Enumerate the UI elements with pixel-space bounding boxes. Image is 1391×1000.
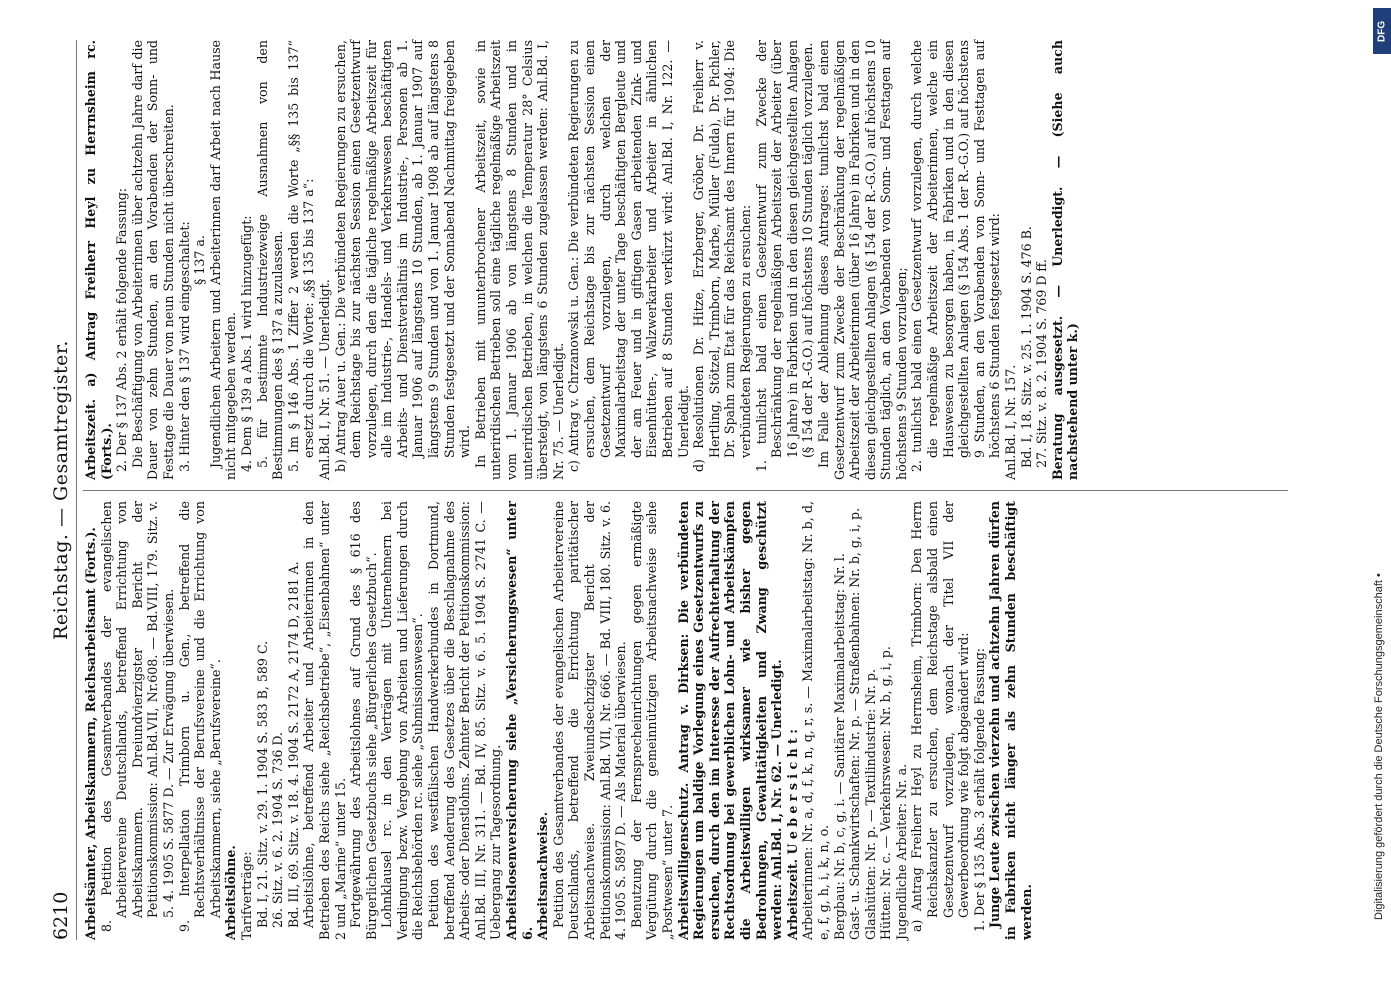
paragraph: In Betrieben mit ununterbrochener Arbeitszeit, sowie in unterirdischen Betrieben soll eine tägliche regelmäßige Arbeitszeit vom 1. Januar 1906 ab von längstens 8 Stunden und in unterirdischen Betrieben, in welchen die Temperatur 28° Celsius übersteigt, von längstens 6 Stunden zugelassen werden: Anl.Bd. I, Nr. 75. — Unerledigt. xyxy=(472,40,566,480)
paragraph: Petition des westfälischen Handwerkerbundes in Dortmund, betreffend Aenderung des Gesetzes über die Beschlagnahme des Arbeits- oder Dienstlohns. Zehnter Bericht der Petitionskommission: Anl.Bd. III, Nr. 311. — Bd. IV, 85. Sitz. v. 6. 5. 1904 S. 2741 C. — Uebergang zur Tagesordnung. xyxy=(426,501,504,940)
paragraph: Gast- u. Schankwirtschaften: Nr. p. — Straßenbahnen: Nr. b, g, i, p. xyxy=(847,507,863,940)
paragraph: 1. Der § 135 Abs. 3 erhält folgende Fassung: xyxy=(971,647,987,932)
text-columns xyxy=(83,40,1288,940)
paragraph: Arbeitswilligenschutz. Antrag v. Dirksen: Die verbündeten Regierungen um baldige Vorlegung eines Gesetzentwurfs zu ersuchen, durch den im Interesse der Aufrechterhaltung der Rechtsordnung bei gewerblichen Lohn- und Arbeitskämpfen die Arbeitswilligen wirksamer wie bisher gegen Bedrohungen, Gewalttätigkeiten und Zwang geschützt werden: Anl.Bd. I, Nr. 62. — Unerledigt. xyxy=(675,501,785,940)
paragraph: Tarifverträge: xyxy=(238,851,254,940)
paragraph: Arbeitszeit. a) Antrag Freiherr Heyl zu Herrnsheim rc. (Forts.). xyxy=(83,40,114,480)
paragraph: 5. für bestimmte Industriezweige Ausnahmen von den Bestimmungen des § 137 a zuzulassen. xyxy=(254,40,286,480)
paragraph: Benutzung der Fernsprecheinrichtungen gegen ermäßigte Vergütung durch die gemeinnützigen Arbeitsnachweise siehe „Postwesen“ unter 7. xyxy=(628,501,675,940)
paragraph: Die Beschäftigung von Arbeiterinnen über achtzehn Jahre darf die Dauer von zehn Stunden, an den Vorabenden der Sonn- und Festtage die Dauer von neun Stunden nicht überschreiten. xyxy=(129,40,176,480)
paragraph: 8. Petition des Gesamtverbandes der evangelischen Arbeitervereine Deutschlands, betreffend Errichtung von Arbeitskammern. Dreiundvierzigster Bericht der Petitionskommission: Anl.Bd.VII, Nr.608. — Bd.VIII, 179. Sitz. v. 5. 4. 1905 S. 5877 D. — Zur Erwägung überwiesen. xyxy=(98,501,176,932)
paragraph: Arbeitsämter, Arbeitskammern, Reichsarbeitsamt (Forts.). xyxy=(83,527,98,940)
left-column xyxy=(83,490,1288,940)
paragraph: Arbeitsnachweise. xyxy=(535,811,551,940)
paragraph: Bergbau: Nr. b, c, g, i. — Sanitärer Maximalarbeitstag: Nr. l. xyxy=(831,553,847,940)
running-head-title: Reichstag. — Gesamtregister. xyxy=(50,340,72,640)
paragraph: Im Falle der Ablehnung dieses Antrages: tunlichst bald einen Gesetzentwurf zum Zwecke der Beschränkung der regelmäßigen Arbeitszeit der Arbeiterinnen (über 16 Jahre) in Fabriken und in den diesen gleichgestellten Anlagen (§ 154 der R.-G.O.) auf höchstens 10 Stunden täglich, an den Vorabenden von Sonn- und Festtagen auf höchstens 9 Stunden vorzulegen; xyxy=(815,40,909,480)
paragraph: Junge Leute zwischen vierzehn und achtzehn Jahren dürfen in Fabriken nicht länger als zehn Stunden beschäftigt werden. xyxy=(987,501,1034,940)
paragraph: 26. Sitz. v. 6. 2. 1904 S. 736 D. xyxy=(270,732,286,928)
paragraph: Glashütten: Nr. p. — Textilindustrie: Nr. p. xyxy=(862,669,878,940)
paragraph: Anl.Bd. I, Nr. 51. — Unerledigt. xyxy=(316,279,332,480)
paragraph: 4. Dem § 139 a Abs. 1 wird hinzugefügt: xyxy=(238,215,254,472)
paragraph: c) Antrag v. Chrzanowski u. Gen.: Die verbündeten Regierungen zu ersuchen, dem Reichstage bis zur nächsten Session einen Gesetzentwurf vorzulegen, durch welchen der Maximalarbeitstag der unter Tage beschäftigten Bergleute und der am Feuer und in giftigen Gasen arbeitenden Zink- und Eisenhütten-, Walzwerkarbeiter und Arbeiter in ähnlichen Betrieben auf 8 Stunden verkürzt wird: Anl.Bd. I, Nr. 122. — Unerledigt. xyxy=(566,40,691,472)
paragraph: § 137 a. xyxy=(192,235,208,285)
right-column xyxy=(83,40,1288,490)
paragraph: 5. Im § 146 Abs. 1 Ziffer 2 werden die Worte „§§ 135 bis 137“ ersetzt durch die Worte: „§§ 135 bis 137 a“: xyxy=(285,40,317,472)
paragraph: 2. Der § 137 Abs. 2 erhält folgende Fassung: xyxy=(114,187,130,472)
paragraph: Arbeitslosenversicherung siehe „Versicherungswesen“ unter 6. xyxy=(504,501,535,940)
paragraph: Bd. I, 18. Sitz. v. 25. 1. 1904 S. 476 B. xyxy=(1018,226,1034,468)
paragraph: Hütten: Nr. c. — Verkehrswesen: Nr. b, g, i, p. xyxy=(878,646,894,940)
paragraph: Arbeitslöhne. xyxy=(223,845,239,940)
paragraph: 1. tunlichst bald einen Gesetzentwurf zum Zwecke der Beschränkung der regelmäßigen Arbeitszeit der Arbeiter (über 16 Jahre) in Fabriken und in den diesen gleichgestellten Anlagen (§ 154 der R.-G.O.) auf höchstens 10 Stunden täglich vorzulegen. xyxy=(753,40,816,472)
paragraph: Arbeitslöhne, betreffend Arbeiter und Arbeiterinnen in den Betrieben des Reichs siehe „Reichsbetriebe“, „Eisenbahnen“ unter 2 und „Marine“ unter 15. xyxy=(301,501,348,940)
paragraph: Bd. I, 21. Sitz. v. 29. 1. 1904 S. 583 B, 589 C. xyxy=(254,640,270,928)
paragraph: Arbeiterinnen: Nr. a, d, f, k, n, q, r, s. — Maximalarbeitstag: Nr. b, d, e, f, g, h, i, k, n, o. xyxy=(800,501,831,940)
paragraph: 9. Interpellation Trimborn u. Gen., betreffend die Rechtsverhältnisse der Berufsvereine und die Errichtung von Arbeitskammern, siehe „Berufsvereine“. xyxy=(176,501,223,932)
paragraph: Jugendliche Arbeiter: Nr. a. xyxy=(893,763,909,940)
paragraph: Lohnklausel rc. in den Verträgen mit Unternehmern bei Verdingung bezw. Vergebung von Arbeiten und Lieferungen durch die Reichsbehörden rc. siehe „Submissionswesen“. xyxy=(379,501,426,940)
paragraph: b) Antrag Auer u. Gen.: Die verbündeten Regierungen zu ersuchen, dem Reichstage bis zur nächsten Session einen Gesetzentwurf vorzulegen, durch den die tägliche regelmäßige Arbeitszeit für alle im Industrie-, Handels- und Verkehrswesen beschäftigten Arbeits- und Dienstverhältnis im Industrie-, Personen ab 1. Januar 1906 auf längstens 10 Stunden, ab 1. Januar 1907 auf längstens 9 Stunden und von 1. Januar 1908 ab auf längstens 8 Stunden festgesetzt und der Sonnabend Nachmittag freigegeben wird. xyxy=(332,40,473,472)
paragraph: Anl.Bd. I, Nr. 157. xyxy=(1003,364,1019,480)
running-head xyxy=(50,40,77,940)
paragraph: Bd. III, 69. Sitz. v. 18. 4. 1904 S. 2172 A, 2174 D, 2181 A. xyxy=(285,561,301,928)
paragraph: Petition des Gesamtverbandes der evangelischen Arbeitervereine Deutschlands, betreffend die Errichtung paritätischer Arbeitsnachweise. Zweiundsechzigster Bericht der Petitionskommission: Anl.Bd. VII, Nr. 666. — Bd. VIII, 180. Sitz. v. 6. 4. 1905 S. 5897 D. — Als Material überwiesen. xyxy=(550,501,629,940)
paragraph: 2. tunlichst bald einen Gesetzentwurf vorzulegen, durch welche die regelmäßige Arbeitszeit der Arbeiterinnen, welche ein Hauswesen zu besorgen haben, in Fabriken und in den diesen gleichgestellten Anlagen (§ 154 Abs. 1 der R.-G.O.) auf höchstens 9 Stunden, an den Vorabenden von Sonn- und Festtagen auf höchstens 6 Stunden festgesetzt wird: xyxy=(909,40,1003,472)
paragraph: a) Antrag Freiherr Heyl zu Herrnsheim, Trimborn: Den Herrn Reichskanzler zu ersuchen, dem Reichstage alsbald einen Gesetzentwurf vorzulegen, wonach der Titel VII der Gewerbeordnung wie folgt abgeändert wird: xyxy=(909,501,972,932)
paragraph: 27. Sitz. v. 8. 2. 1904 S. 769 D ff. xyxy=(1034,259,1050,468)
paragraph: d) Resolutionen Dr. Hitze, Erzberger, Gröber, Dr. Freiherr v. Hertling, Stötzel, Trimborn, Marbe, Müller (Fulda), Dr. Pichler, Dr. Spahn zum Etat für das Reichsamt des Innern für 1904: Die verbündeten Regierungen zu ersuchen: xyxy=(691,40,753,472)
page-number: 6210 xyxy=(50,891,72,940)
dfg-logo-icon: DFG xyxy=(1373,8,1391,54)
paragraph: Arbeitszeit. U e b e r s i c h t : xyxy=(784,729,800,940)
paragraph: Fortgewährung des Arbeitslohnes auf Grund des § 616 des Bürgerlichen Gesetzbuchs siehe „Bürgerliches Gesetzbuch“. xyxy=(348,501,379,940)
paragraph: Beratung ausgesetzt. — Unerledigt. — (Siehe auch nachstehend unter k.) xyxy=(1049,40,1081,480)
digitization-credit: Digitalisierung gefördert durch die Deutsche Forschungsgemeinschaft • xyxy=(1373,573,1385,920)
paragraph: 3. Hinter den § 137 wird eingeschaltet: xyxy=(176,221,192,472)
paragraph: Jugendlichen Arbeitern und Arbeiterinnen darf Arbeit nach Hause nicht mitgegeben werden. xyxy=(207,40,239,480)
